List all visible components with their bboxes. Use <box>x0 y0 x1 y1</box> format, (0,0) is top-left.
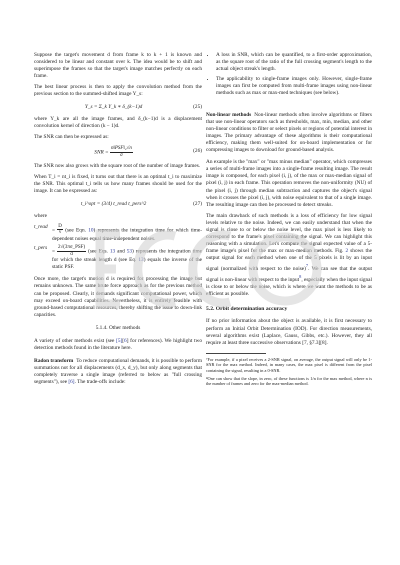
right-column <box>206 52 372 389</box>
paragraph: The best linear process is then to apply the convolution method from the previous section to the summed-shifted image Y_s: <box>34 84 202 98</box>
paragraph-part: To reduce computational demands, it is possible to perform summations not for all displacements (d_x, d_y), but only along segments that completely traverse a single image (referred to below as "full crossing segments"), see <box>34 358 202 386</box>
definition-text-part: (see Eqs. <box>86 248 110 255</box>
fraction-denominator: σ <box>120 152 123 158</box>
equation-body: Y_s = Σ_k Y_k ∗ δ_(k−1)d <box>84 103 143 110</box>
equation-reference-link[interactable]: 13 <box>138 257 144 264</box>
paragraph <box>34 358 202 386</box>
section-heading: 5.2. Orbit determination accuracy <box>206 306 288 313</box>
footnote-marker[interactable]: 7 <box>305 263 309 269</box>
paragraph: where Y_k are all the image frames, and δ_(k−1)d is a displacement convolution kernel of direction (k − 1)d. <box>34 115 202 129</box>
paragraph <box>206 112 372 155</box>
definition-text-part: and <box>115 248 127 255</box>
equation-26 <box>34 146 202 158</box>
definition-text-part: = <box>52 248 57 255</box>
fraction-denominator: v <box>58 230 62 236</box>
equation-25 <box>34 104 202 111</box>
where-label: where <box>34 212 47 219</box>
equation-number: (26) <box>193 148 202 155</box>
definition-text <box>52 224 202 243</box>
definition-t-read <box>34 224 202 243</box>
equation-27 <box>34 201 202 208</box>
paragraph-part: shows the output signal for each method when one of the 5 pixels is lit by an input signal (normalized with respect to the noise) <box>206 248 372 273</box>
definition-text <box>52 245 202 271</box>
definition-t-pers <box>34 245 202 271</box>
paragraph-part: ] for references). We highlight two detection methods found in the literature here. <box>34 338 202 352</box>
fraction-numerator: n‖PSF‖₂√n <box>110 145 132 151</box>
citation-link[interactable]: [5] <box>116 338 123 344</box>
fraction-numerator: 2√(3πσ_PSF) <box>57 244 86 250</box>
list-item: • The applicability to single-frame images only. However, single-frame images can first be computed from multi-frame images using non-linear methods such as max or max-med techniques (see below). <box>216 76 372 97</box>
paragraph: An example is the "max" or "max minus median" operator, which compresses a series of multi-frame images into a single-frame resulting image. The result image is composed, for each pixel (i, j), of the max or max-median signal of pixel (i, j) in each frame. This operation removes the non-uniformity (NU) of the pixel (i, j) through median subtraction and captures the object's signal when it crosses the pixel (i, j), with noise equivalent to that of a single image. The resulting image can then be processed to detect streaks. <box>206 159 372 208</box>
fraction-numerator: D <box>58 223 62 229</box>
definition-text-part: ) equals the inverse of the static PSF. <box>52 257 202 271</box>
equation-number: (25) <box>193 103 202 110</box>
footnote-rule <box>206 353 266 354</box>
equation-number: (27) <box>193 200 202 207</box>
paragraph-part: A variety of other methods exist (see <box>34 338 117 344</box>
paragraph: Suppose the target's movement d from frame k to k + 1 is known and considered to be linear and constant over k. The idea would be to shift and superimpose the frames so that the target's image matches perfectly on each frame. <box>34 52 202 80</box>
equation-reference-link[interactable]: 53 <box>126 248 133 255</box>
figure-reference-link[interactable]: 2 <box>345 248 349 255</box>
paragraph-part: . We can see that the output signal is non-linear with respect to the input <box>206 266 373 284</box>
paragraph <box>206 213 372 299</box>
paragraph: The SNR now also grows with the square root of the number of image frames. <box>34 163 201 170</box>
equation-fraction <box>110 146 133 158</box>
equation-lhs: SNR = <box>94 149 109 156</box>
definition-symbol: t_read <box>34 223 48 230</box>
equation-body <box>34 146 193 158</box>
paragraph: The SNR can then be expressed as: <box>34 133 109 140</box>
paragraph: Once more, the target's motion d is required for processing the image but remains unknown. The same brute force approach as for the previous method can be proposed. Clearly, it demands significant computational power, which may exceed on-board capabilities. Nevertheless, it is entirely feasible with ground-based computational resources, thereby shifting the issue to down-link capacities. <box>34 276 202 318</box>
definition-fraction <box>57 245 86 257</box>
run-in-heading: Non-linear methods <box>206 111 252 118</box>
definition-text-part: ) represents the integration time for which the streak length d (see Eq. <box>52 248 203 264</box>
paragraph-part: . The trade-offs include: <box>74 379 126 386</box>
footnote: ⁸One can show that the slope, in zero, of these functions is 1/n for the max method, where n is the number of frames and zero for the max-median method. <box>206 375 372 387</box>
list-item: • A loss in SNR, which can be quantified, to a first-order approximation, as the square root of the ratio of the full crossing segment's length to the actual object streak's length. <box>216 52 372 73</box>
paragraph: When T_i = nt_i is fixed, it turns out that there is an optimal t_i to maximize the SNR. This optimal t_i tells us how many frames should be used for the image. It can be expressed as: <box>34 174 202 195</box>
definition-symbol: t_pers <box>34 244 48 251</box>
paragraph <box>34 338 202 352</box>
footnote: ⁷For example, if a pixel receives a 2-SNR signal, on average, the output signal will only be 1-SNR for the max method. Indeed, in many cases, the max pixel is different from the pixel containing the signal, resulting in a 0-SNR. <box>206 356 372 373</box>
paragraph-part: Non-linear methods often involve algorithms or filters that use non-linear operators such as thresholds, max, min, median, and other non-linear conditions to filter or select pixels or regions of potential interest in images. The primary advantage of these algorithms is their computational efficiency, making them well-suited for on-board implementation or for compressing images to download for ground-based analysis. <box>206 111 372 154</box>
subsection-heading: 5.1.4. Other methods <box>95 324 141 331</box>
definition-text-part: ) represents the integration time for which time-dependent noises equal time-independent noises. <box>52 227 203 242</box>
run-in-heading: Radon transform <box>34 358 74 365</box>
equation-reference-link[interactable]: 13 <box>109 248 116 255</box>
definition-text-part: = <box>52 227 58 233</box>
equation-body: t_i^opt = (3/4) t_read t_pers^2 <box>80 200 147 207</box>
equation-reference-link[interactable]: 10 <box>88 227 94 233</box>
paragraph-part: [ <box>122 338 125 344</box>
paragraph: If no prior information about the object is available, it is first necessary to perform an Initial Orbit Determination (IOD). For direction measurements, several algorithms exist (Laplace, Gauss, Gibbs, etc.). However, they all require at least three successive observations [7, §7.3][8]. <box>206 318 372 346</box>
citation-link[interactable]: [6] <box>68 379 75 386</box>
fraction-denominator: d <box>70 251 73 257</box>
bullet-list <box>206 52 372 98</box>
paragraph-part: , especially when the input signal is close to or below the noise, which is where we want the methods to be as efficient as possible. <box>206 277 372 298</box>
paragraph-part: The main drawback of such methods is a loss of efficiency for low signal levels relative to the noise. Indeed, we can easily understand that when the signal is close to or below the noise level, the max pixel is less likely to correspond to the frame's pixel containing the signal. We can highlight this reasoning with a simulation. Let's compute the signal expected value of a 5-frame image's pixel for the max or max-median methods. Fig. <box>206 212 372 255</box>
footnote-marker[interactable]: 8 <box>299 274 302 280</box>
left-column <box>34 52 202 391</box>
citation-link[interactable]: 6 <box>124 338 127 344</box>
definition-text-part: (see Eqn. <box>62 227 89 233</box>
